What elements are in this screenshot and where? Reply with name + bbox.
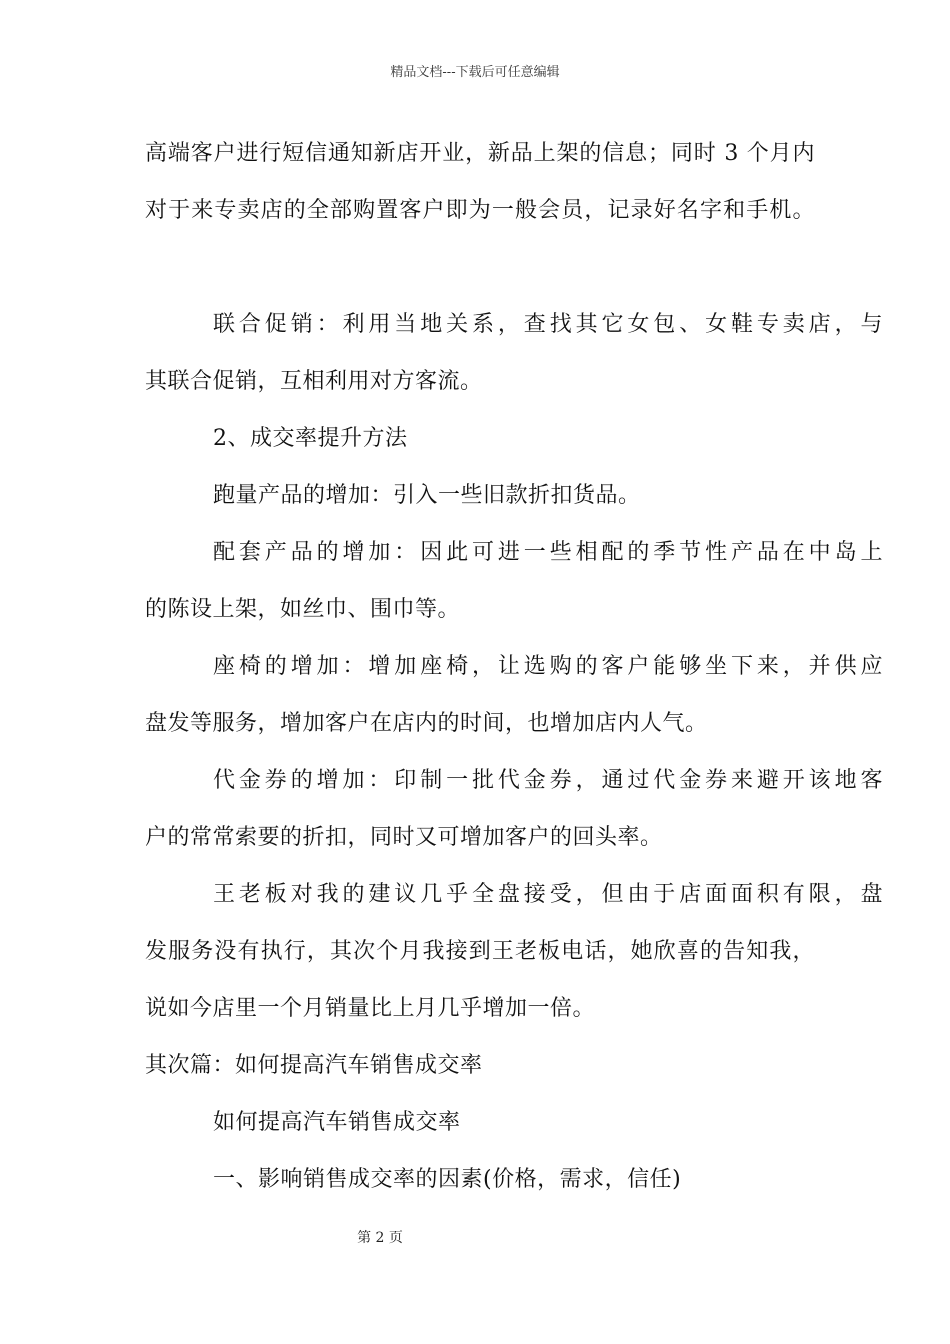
page-number: 第 2 页 xyxy=(357,1230,403,1246)
chapter-heading: 其次篇：如何提高汽车销售成交率 xyxy=(145,1053,483,1078)
paragraph-line: 说如今店里一个月销量比上月几乎增加一倍。 xyxy=(145,996,596,1021)
paragraph-line: 高端客户进行短信通知新店开业，新品上架的信息；同时 3 个月内 xyxy=(145,141,815,166)
paragraph-line: 发服务没有执行，其次个月我接到王老板电话，她欣喜的告知我， xyxy=(145,939,815,964)
paragraph-line: 代金券的增加：印制一批代金券，通过代金券来避开该地客 xyxy=(213,768,883,793)
section-heading: 2、成交率提升方法 xyxy=(213,426,408,451)
page-header: 精品文档---下载后可任意编辑 xyxy=(390,65,560,80)
paragraph-line: 王老板对我的建议几乎全盘接受，但由于店面面积有限，盘 xyxy=(213,882,883,907)
section-heading: 一、影响销售成交率的因素(价格，需求，信任) xyxy=(213,1167,682,1192)
article-title: 如何提高汽车销售成交率 xyxy=(213,1110,461,1135)
paragraph-line: 座椅的增加：增加座椅，让选购的客户能够坐下来，并供应 xyxy=(213,654,883,679)
paragraph-line: 盘发等服务，增加客户在店内的时间，也增加店内人气。 xyxy=(145,711,708,736)
paragraph-line: 对于来专卖店的全部购置客户即为一般会员，记录好名字和手机。 xyxy=(145,198,815,223)
paragraph-line: 跑量产品的增加：引入一些旧款折扣货品。 xyxy=(213,483,641,508)
paragraph-line: 其联合促销，互相利用对方客流。 xyxy=(145,369,483,394)
paragraph-line: 联合促销：利用当地关系，查找其它女包、女鞋专卖店，与 xyxy=(213,312,883,337)
paragraph-line: 配套产品的增加：因此可进一些相配的季节性产品在中岛上 xyxy=(213,540,883,565)
paragraph-line: 的陈设上架，如丝巾、围巾等。 xyxy=(145,597,461,622)
paragraph-line: 户的常常索要的折扣，同时又可增加客户的回头率。 xyxy=(145,825,663,850)
